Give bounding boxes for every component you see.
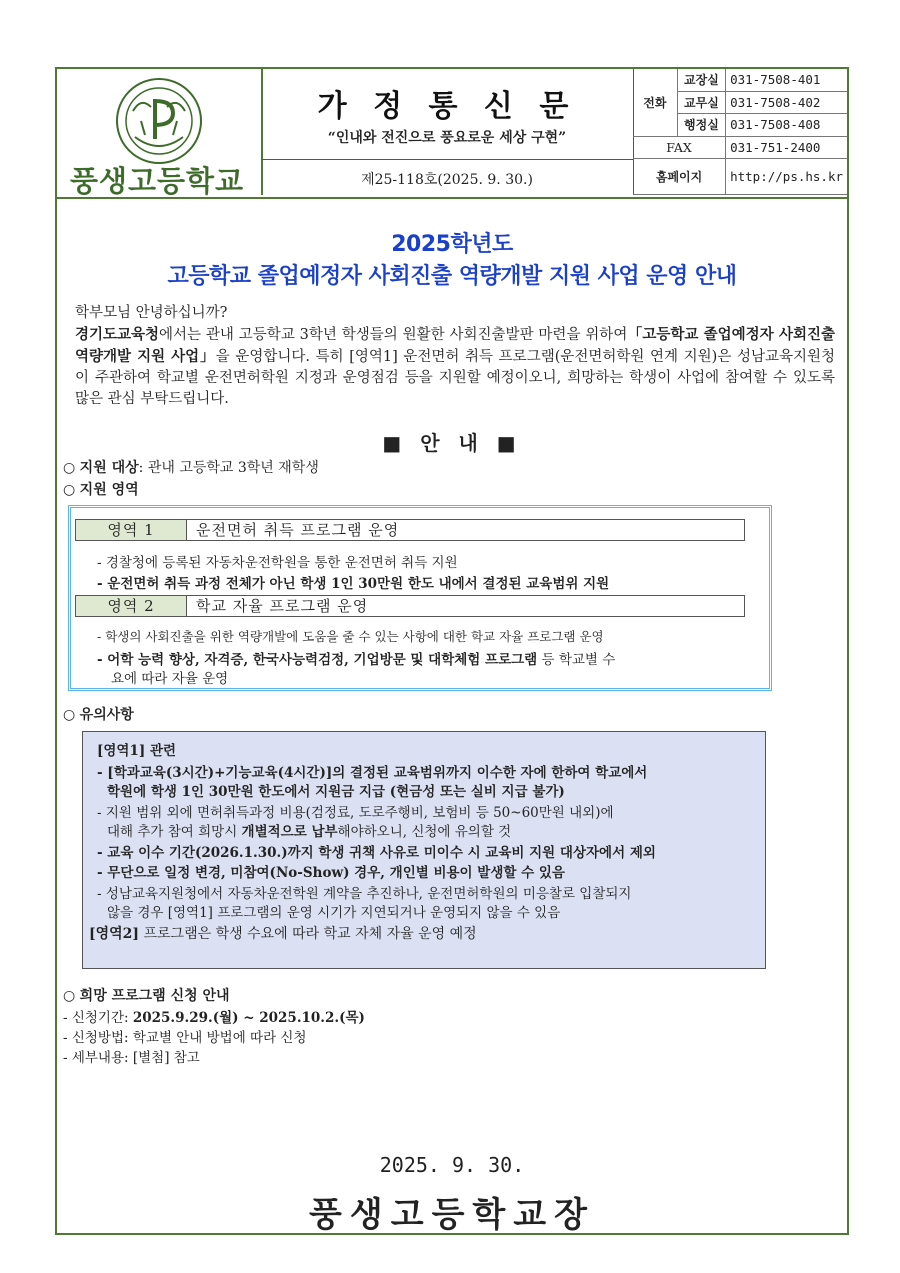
area2-label: [영역2] <box>89 926 140 942</box>
cautions-label: 유의사항 <box>79 707 134 723</box>
caution-line: - 지원 범위 외에 면허취득과정 비용(검정료, 도로주행비, 보험비 등 50~60만원 내외)에 <box>97 805 614 821</box>
homepage-link[interactable]: http://ps.hs.kr <box>726 159 847 195</box>
caution-line-c: 해야하오니, 신청에 유의할 것 <box>337 824 512 840</box>
principal-signature: 풍생고등학교장 <box>309 1195 595 1235</box>
notice-title <box>57 229 847 293</box>
apply-method: - 신청방법: 학교별 안내 방법에 따라 신청 <box>63 1030 307 1046</box>
apply-details: - 세부내용: [별첨] 참고 <box>63 1050 200 1066</box>
apply-period-label: - 신청기간: <box>63 1010 133 1026</box>
fax-label: FAX <box>633 136 726 159</box>
intro-program: 「고등학교 졸업예정자 사회진출 역량개발 지원 사업」 <box>75 326 835 365</box>
divider <box>261 159 633 160</box>
support-area-heading: ○ 지원 영역 <box>63 482 139 498</box>
caution-line: 않을 경우 [영역1] 프로그램의 운영 시기가 지연되거나 운영되지 않을 수 있음 <box>107 905 561 921</box>
caution-line: - 교육 이수 기간(2026.1.30.)까지 학생 귀책 사유로 미이수 시 교육비 지원 대상자에서 제외 <box>97 845 656 861</box>
support-area-label: 지원 영역 <box>79 482 139 498</box>
support-areas-box <box>68 505 772 691</box>
area-name: 운전면허 취득 프로그램 운영 <box>196 521 400 539</box>
title-year: 2025학년도 <box>391 232 513 257</box>
apply-period-value: 2025.9.29.(월) ~ 2025.10.2.(목) <box>132 1010 365 1026</box>
area-line: - 학생의 사회진출을 위한 역량개발에 도움을 줄 수 있는 사항에 대한 학교 자율 프로그램 운영 <box>97 629 604 644</box>
caution-line-bold: 개별적으로 납부 <box>241 824 338 840</box>
area2-note <box>89 925 749 944</box>
intro-org: 경기도교육청 <box>75 326 160 343</box>
notice-heading: ■ 안 내 ■ <box>382 431 522 455</box>
title-main-line: 고등학교 졸업예정자 사회진출 역량개발 지원 사업 운영 안내 <box>167 264 737 289</box>
doc-number: 제25-118호(2025. 9. 30.) <box>361 172 533 188</box>
caution-line-a: 대해 추가 참여 희망시 <box>107 824 242 840</box>
school-motto: “인내와 전진으로 풍요로운 세상 구현” <box>327 130 567 146</box>
area-name: 학교 자율 프로그램 운영 <box>196 597 369 615</box>
area-line <box>97 648 615 668</box>
area-number: 영역 1 <box>76 520 187 540</box>
cautions-heading: ○ 유의사항 <box>63 707 134 723</box>
greeting: 학부모님 안녕하십니까? <box>75 305 228 321</box>
phone-label: 전화 <box>633 69 677 136</box>
apply-period <box>63 1006 365 1026</box>
contact-table <box>633 69 847 195</box>
contact-value: 031-7508-408 <box>726 114 847 137</box>
caution-line: - 성남교육지원청에서 자동차운전학원 계약을 추진하나, 운전면허학원의 미응찰로 입찰되지 <box>97 886 632 902</box>
school-seal-icon <box>115 77 203 165</box>
area-2-header <box>75 595 745 617</box>
letterhead <box>57 69 847 199</box>
support-target-label: 지원 대상 <box>79 460 139 476</box>
fax-value: 031-751-2400 <box>726 136 847 159</box>
intro-paragraph <box>75 303 835 410</box>
apply-heading: ○ 희망 프로그램 신청 안내 <box>63 988 230 1004</box>
caution-line: - 무단으로 일정 변경, 미참여(No-Show) 경우, 개인별 비용이 발생할 수 있음 <box>97 865 565 881</box>
doc-title: 가 정 통 신 문 <box>317 89 577 124</box>
support-target-value: : 관내 고등학교 3학년 재학생 <box>138 460 319 476</box>
title-cell <box>261 69 634 195</box>
support-target: ○ 지원 대상: 관내 고등학교 3학년 재학생 <box>63 460 319 476</box>
contact-label: 교무실 <box>677 91 725 114</box>
area-line-bold: - 어학 능력 향상, 자격증, 한국사능력검정, 기업방문 및 대학체험 프로그램 <box>97 652 538 668</box>
area-number: 영역 2 <box>76 596 187 616</box>
area-line-rest: 등 학교별 수 <box>537 652 616 668</box>
contact-value: 031-7508-402 <box>726 91 847 114</box>
document-frame <box>55 67 849 1235</box>
cautions-box-title: [영역1] 관련 <box>97 743 177 759</box>
area-1-header <box>75 519 745 541</box>
area-line: - 경찰청에 등록된 자동차운전학원을 통한 운전면허 취득 지원 <box>97 555 458 571</box>
apply-label: 희망 프로그램 신청 안내 <box>79 988 230 1004</box>
contact-label: 교장실 <box>677 69 725 91</box>
logo-cell <box>57 69 263 198</box>
school-name-logo: 풍생고등학교 <box>69 164 245 198</box>
contact-label: 행정실 <box>677 114 725 137</box>
caution-line: 학원에 학생 1인 30만원 한도에서 지원금 지급 (현금성 또는 실비 지급 불가) <box>107 784 565 800</box>
area-line: - 운전면허 취득 과정 전체가 아닌 학생 1인 30만원 한도 내에서 결정된 교육범위 지원 <box>97 576 610 592</box>
cautions-box <box>82 731 766 969</box>
area2-text: 프로그램은 학생 수요에 따라 학교 자체 자율 운영 예정 <box>139 926 477 942</box>
intro-text-2: 을 운영합니다. 특히 [영역1] 운전면허 취득 프로그램(운전면허학원 연계 지원)은 성남교육지원청이 주관하여 학교별 운전면허학원 지정과 운영점검 등을 지원할 예정이오니, 희망하는 학생이 사업에 참여할 수 있도록 많은 관심 부탁드립니다. <box>75 349 836 407</box>
homepage-label: 홈페이지 <box>633 159 726 195</box>
area-line: 요에 따라 자율 운영 <box>111 671 229 687</box>
caution-line: - [학과교육(3시간)+기능교육(4시간)]의 결정된 교육범위까지 이수한 자에 한하여 학교에서 <box>97 765 648 781</box>
issue-date: 2025. 9. 30. <box>379 1153 525 1177</box>
caution-line <box>107 823 747 842</box>
contact-value: 031-7508-401 <box>726 69 847 91</box>
intro-text-1: 에서는 관내 고등학교 3학년 학생들의 원활한 사회진출발판 마련을 위하여 <box>159 327 628 343</box>
